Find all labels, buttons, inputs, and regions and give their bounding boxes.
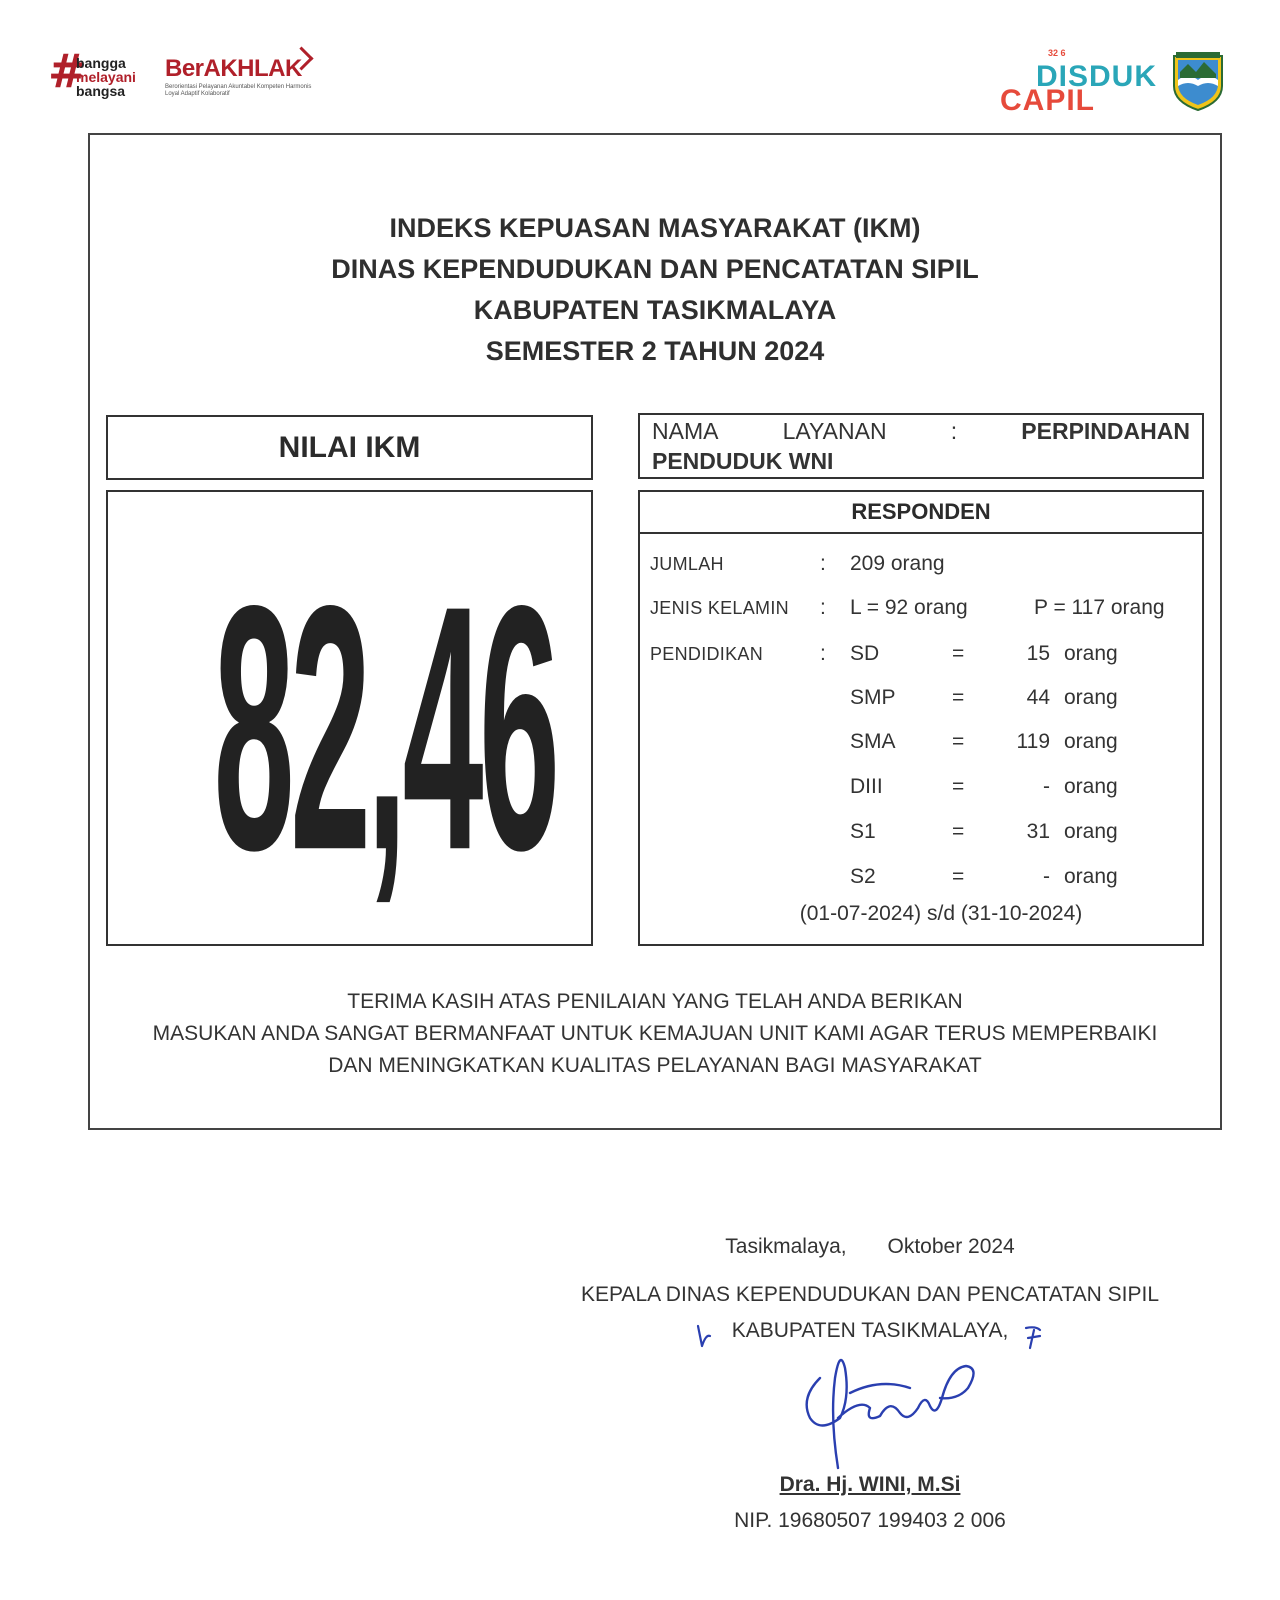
logo-hash: # — [48, 44, 87, 98]
edu-unit: orang — [1064, 820, 1118, 843]
edu-eq: = — [952, 730, 965, 753]
education-colon: : — [820, 642, 826, 665]
edu-eq: = — [952, 820, 965, 843]
edu-eq: = — [952, 642, 965, 665]
edu-level: DIII — [850, 775, 883, 798]
edu-count: 44 — [1026, 686, 1050, 709]
jumlah-value: 209 orang — [850, 552, 945, 575]
service-value-2: PENDUDUK WNI — [652, 448, 834, 474]
ikm-score-box — [106, 490, 593, 946]
survey-period: (01-07-2024) s/d (31-10-2024) — [799, 902, 1083, 925]
place-date: Tasikmalaya, Oktober 2024 — [725, 1235, 1015, 1258]
edu-count: 119 — [1016, 730, 1050, 753]
edu-unit: orang — [1064, 686, 1118, 709]
signatory-name: Dra. Hj. WINI, M.Si — [779, 1473, 961, 1496]
edu-level: S2 — [850, 865, 876, 888]
service-row-1 — [652, 417, 1190, 446]
edu-count: - — [1043, 865, 1050, 888]
edu-unit: orang — [1064, 865, 1118, 888]
nilai-ikm-label: NILAI IKM — [106, 415, 593, 480]
edu-eq: = — [952, 865, 965, 888]
edu-count: - — [1043, 775, 1050, 798]
edu-eq: = — [952, 775, 965, 798]
disduk-number: 32 6 — [1048, 48, 1066, 58]
capil-wordmark: CAPIL — [1000, 84, 1095, 117]
gender-female: P = 117 orang — [1034, 596, 1165, 619]
edu-level: SMA — [850, 730, 896, 753]
edu-level: SD — [850, 642, 880, 665]
jumlah-label: JUMLAH — [650, 554, 724, 574]
berakhlak-tagline: Berorientasi Pelayanan Akuntabel Kompeten Harmonis Loyal Adaptif Kolaboratif — [165, 84, 312, 97]
education-label: PENDIDIKAN — [650, 644, 764, 664]
bangga-melayani-bangsa-logo — [48, 44, 158, 104]
paraf-mark-icon — [692, 1322, 716, 1352]
title-line-4: SEMESTER 2 TAHUN 2024 — [485, 336, 825, 366]
title-line-2: DINAS KEPENDUDUKAN DAN PENCATATAN SIPIL — [331, 254, 979, 284]
edu-level: S1 — [850, 820, 876, 843]
edu-count: 15 — [1026, 642, 1050, 665]
title-line-1: INDEKS KEPUASAN MASYARAKAT (IKM) — [389, 213, 921, 243]
signatory-nip: NIP. 19680507 199403 2 006 — [734, 1509, 1006, 1532]
gender-colon: : — [820, 596, 826, 619]
logo-word-2: melayani — [76, 69, 136, 85]
edu-count: 31 — [1026, 820, 1050, 843]
title-line-3: KABUPATEN TASIKMALAYA — [473, 295, 837, 325]
service-name-box — [638, 413, 1204, 479]
ikm-score-value: 82,46 — [213, 534, 556, 924]
handwritten-signature-icon — [790, 1338, 990, 1488]
berakhlak-wordmark: BerAKHLAK — [165, 55, 302, 82]
respondents-box — [638, 490, 1204, 946]
respondents-header: RESPONDEN — [640, 492, 1202, 534]
gender-label: JENIS KELAMIN — [650, 598, 789, 618]
service-colon: : — [950, 418, 958, 444]
berakhlak-logo — [165, 56, 315, 106]
gender-male: L = 92 orang — [850, 596, 968, 619]
service-label-layanan: LAYANAN — [782, 418, 887, 444]
thanks-line-1: TERIMA KASIH ATAS PENILAIAN YANG TELAH ANDA BERIKAN — [347, 990, 963, 1013]
disduk-wordmark: DISDUK — [1036, 60, 1158, 93]
edu-unit: orang — [1064, 642, 1118, 665]
thanks-line-2: MASUKAN ANDA SANGAT BERMANFAAT UNTUK KEMAJUAN UNIT KAMI AGAR TERUS MEMPERBAIKI — [152, 1022, 1158, 1045]
edu-eq: = — [952, 686, 965, 709]
edu-level: SMP — [850, 686, 896, 709]
edu-unit: orang — [1064, 730, 1118, 753]
logo-words — [76, 56, 136, 98]
service-value-1: PERPINDAHAN — [1021, 418, 1190, 444]
logo-word-1: bangga — [76, 55, 126, 71]
service-label-nama: NAMA — [652, 418, 719, 444]
document-title — [88, 208, 1222, 372]
edu-unit: orang — [1064, 775, 1118, 798]
signatory-office: KEPALA DINAS KEPENDUDUKAN DAN PENCATATAN SIPIL — [580, 1283, 1160, 1306]
jumlah-colon: : — [820, 552, 826, 575]
logo-word-3: bangsa — [76, 83, 126, 99]
thanks-line-3: DAN MENINGKATKAN KUALITAS PELAYANAN BAGI MASYARAKAT — [328, 1054, 982, 1077]
signatory-region: KABUPATEN TASIKMALAYA, — [731, 1319, 1009, 1342]
paraf-mark-icon — [1022, 1322, 1046, 1352]
thank-you-message — [88, 986, 1222, 1082]
kabupaten-tasikmalaya-crest-icon — [1168, 50, 1228, 112]
disdukcapil-logo — [1000, 46, 1158, 117]
